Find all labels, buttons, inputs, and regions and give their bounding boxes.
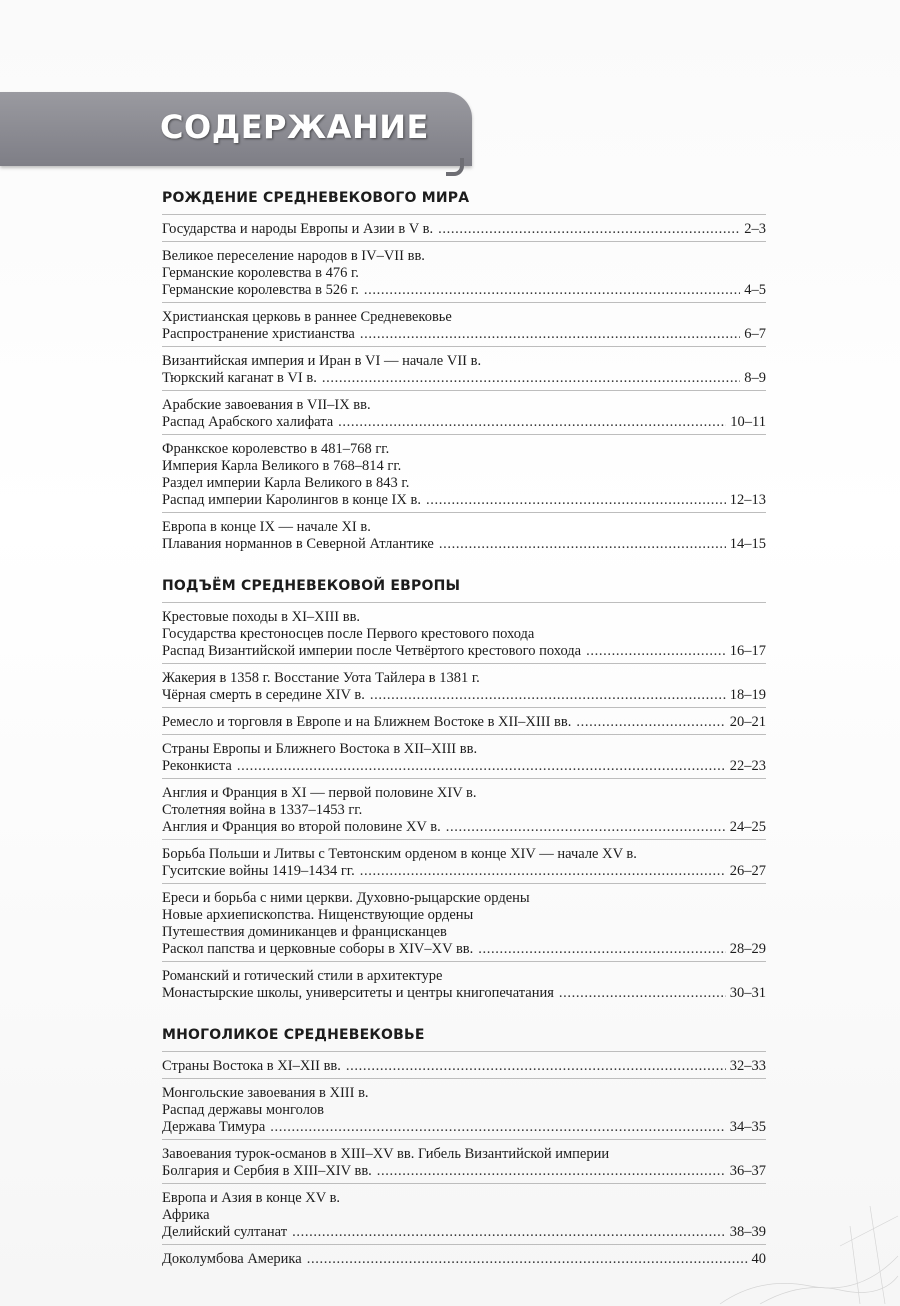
entry-title-line: Страны Востока в XI–XII вв. xyxy=(162,1058,341,1074)
entry-title-line: Германские королевства в 526 г. xyxy=(162,282,359,298)
section-heading: ПОДЪЁМ СРЕДНЕВЕКОВОЙ ЕВРОПЫ xyxy=(162,578,461,594)
entry-title-line: Реконкиста xyxy=(162,758,232,774)
entry-last-line xyxy=(162,1119,766,1136)
entry-title-line: Распад империи Каролингов в конце IX в. xyxy=(162,492,421,508)
section-heading: РОЖДЕНИЕ СРЕДНЕВЕКОВОГО МИРА xyxy=(162,190,470,206)
entry-last-line xyxy=(162,326,766,343)
dot-leader xyxy=(360,326,740,343)
toc-section xyxy=(162,188,766,556)
dot-leader xyxy=(478,941,725,958)
toc-entry[interactable] xyxy=(162,839,766,883)
entry-title-line: Столетняя война в 1337–1453 гг. xyxy=(162,802,363,818)
toc-entry[interactable] xyxy=(162,1078,766,1139)
entry-title-line: Держава Тимура xyxy=(162,1119,266,1135)
entry-last-line xyxy=(162,282,766,299)
entry-title-line: Распад державы монголов xyxy=(162,1102,325,1118)
entry-last-line xyxy=(162,1058,766,1075)
dot-leader xyxy=(360,863,726,880)
dot-leader xyxy=(576,714,725,731)
page-title: СОДЕРЖАНИЕ xyxy=(160,108,429,146)
corner-map-fragment xyxy=(700,1186,900,1306)
entry-title-line: Византийская империя и Иран в VI — начале VII в. xyxy=(162,353,482,369)
page-numbers: 22–23 xyxy=(729,758,766,774)
dot-leader xyxy=(292,1224,726,1241)
toc-entry[interactable] xyxy=(162,883,766,961)
entry-last-line xyxy=(162,687,766,704)
toc-section xyxy=(162,1025,766,1271)
entry-title-line: Арабские завоевания в VII–IX вв. xyxy=(162,397,371,413)
entry-title-line: Распад Византийской империи после Четвёртого крестового похода xyxy=(162,643,582,659)
page-numbers: 30–31 xyxy=(729,985,766,1001)
entry-title-line: Государства и народы Европы и Азии в V в. xyxy=(162,221,434,237)
dot-leader xyxy=(586,643,726,660)
page-numbers: 8–9 xyxy=(744,370,766,386)
entry-title-line: Болгария и Сербия в XIII–XIV вв. xyxy=(162,1163,372,1179)
toc-entry[interactable] xyxy=(162,434,766,512)
page-numbers: 38–39 xyxy=(729,1224,766,1240)
entry-title-line: Чёрная смерть в середине XIV в. xyxy=(162,687,365,703)
entry-last-line xyxy=(162,1224,766,1241)
toc-entry[interactable] xyxy=(162,302,766,346)
entry-last-line xyxy=(162,819,766,836)
entry-last-line xyxy=(162,1251,766,1268)
entry-title-line: Христианская церковь в раннее Средневековье xyxy=(162,309,452,325)
toc-entry[interactable] xyxy=(162,602,766,663)
section-heading: МНОГОЛИКОЕ СРЕДНЕВЕКОВЬЕ xyxy=(162,1027,425,1043)
dot-leader xyxy=(346,1058,726,1075)
entry-title-line: Раскол папства и церковные соборы в XIV–XV вв. xyxy=(162,941,474,957)
entry-title-line: Новые архиепископства. Нищенствующие ордены xyxy=(162,907,474,923)
toc-section xyxy=(162,576,766,1005)
entry-last-line xyxy=(162,985,766,1002)
entry-title-line: Государства крестоносцев после Первого крестового похода xyxy=(162,626,535,642)
entry-last-line xyxy=(162,863,766,880)
toc-entry[interactable] xyxy=(162,390,766,434)
entry-title-line: Ереси и борьба с ними церкви. Духовно-рыцарские ордены xyxy=(162,890,530,906)
entry-title-line: Монгольские завоевания в XIII в. xyxy=(162,1085,369,1101)
entry-title-line: Крестовые походы в XI–XIII вв. xyxy=(162,609,361,625)
toc-entry[interactable] xyxy=(162,346,766,390)
entry-last-line xyxy=(162,492,766,509)
entry-title-line: Европа в конце IX — начале XI в. xyxy=(162,519,371,535)
toc-entry[interactable] xyxy=(162,1244,766,1271)
page-numbers: 2–3 xyxy=(744,221,766,237)
entry-last-line xyxy=(162,221,766,238)
toc-entry[interactable] xyxy=(162,241,766,302)
entry-last-line xyxy=(162,643,766,660)
entry-title-line: Страны Европы и Ближнего Востока в XII–XIII вв. xyxy=(162,741,478,757)
entry-last-line xyxy=(162,941,766,958)
dot-leader xyxy=(426,492,726,509)
table-of-contents xyxy=(162,188,766,1291)
entry-title-line: Германские королевства в 476 г. xyxy=(162,265,359,281)
entry-title-line: Путешествия доминиканцев и францисканцев xyxy=(162,924,447,940)
page-numbers: 40 xyxy=(751,1251,766,1267)
dot-leader xyxy=(307,1251,748,1268)
entry-title-line: Гуситские войны 1419–1434 гг. xyxy=(162,863,355,879)
entry-title-line: Англия и Франция в XI — первой половине XIV в. xyxy=(162,785,477,801)
entry-title-line: Распространение христианства xyxy=(162,326,355,342)
dot-leader xyxy=(446,819,726,836)
page-numbers: 4–5 xyxy=(744,282,766,298)
entry-last-line xyxy=(162,370,766,387)
toc-entry[interactable] xyxy=(162,734,766,778)
dot-leader xyxy=(438,221,740,238)
entry-last-line xyxy=(162,414,766,431)
entry-title-line: Плавания норманнов в Северной Атлантике xyxy=(162,536,434,552)
entry-title-line: Борьба Польши и Литвы с Тевтонским орденом в конце XIV — начале XV в. xyxy=(162,846,637,862)
entry-title-line: Европа и Азия в конце XV в. xyxy=(162,1190,341,1206)
entry-title-line: Англия и Франция во второй половине XV в. xyxy=(162,819,441,835)
page-numbers: 36–37 xyxy=(729,1163,766,1179)
page-numbers: 26–27 xyxy=(729,863,766,879)
page-numbers: 16–17 xyxy=(729,643,766,659)
entry-title-line: Ремесло и торговля в Европе и на Ближнем Востоке в XII–XIII вв. xyxy=(162,714,572,730)
toc-entry[interactable] xyxy=(162,663,766,707)
entry-title-line: Империя Карла Великого в 768–814 гг. xyxy=(162,458,402,474)
toc-entry[interactable] xyxy=(162,778,766,839)
dot-leader xyxy=(270,1119,725,1136)
page-numbers: 20–21 xyxy=(729,714,766,730)
entry-title-line: Франкское королевство в 481–768 гг. xyxy=(162,441,390,457)
page-numbers: 6–7 xyxy=(744,326,766,342)
entry-title-line: Делийский султанат xyxy=(162,1224,288,1240)
dot-leader xyxy=(338,414,726,431)
entry-title-line: Жакерия в 1358 г. Восстание Уота Тайлера в 1381 г. xyxy=(162,670,480,686)
page-numbers: 12–13 xyxy=(729,492,766,508)
dot-leader xyxy=(370,687,726,704)
entry-title-line: Доколумбова Америка xyxy=(162,1251,302,1267)
entry-title-line: Распад Арабского халифата xyxy=(162,414,334,430)
entry-title-line: Завоевания турок-османов в XIII–XV вв. Гибель Византийской империи xyxy=(162,1146,610,1162)
entry-title-line: Африка xyxy=(162,1207,210,1223)
page-numbers: 32–33 xyxy=(729,1058,766,1074)
page-numbers: 34–35 xyxy=(729,1119,766,1135)
toc-entry[interactable] xyxy=(162,1051,766,1078)
toc-entry[interactable] xyxy=(162,512,766,556)
page-numbers: 28–29 xyxy=(729,941,766,957)
entry-last-line xyxy=(162,1163,766,1180)
dot-leader xyxy=(439,536,726,553)
page-numbers: 24–25 xyxy=(729,819,766,835)
toc-entry[interactable] xyxy=(162,1139,766,1183)
page-numbers: 18–19 xyxy=(729,687,766,703)
entry-last-line xyxy=(162,536,766,553)
toc-entry[interactable] xyxy=(162,1183,766,1244)
dot-leader xyxy=(559,985,726,1002)
entry-last-line xyxy=(162,758,766,775)
entry-last-line xyxy=(162,714,766,731)
page-numbers: 10–11 xyxy=(730,414,766,430)
dot-leader xyxy=(322,370,740,387)
toc-entry[interactable] xyxy=(162,214,766,241)
entry-title-line: Великое переселение народов в IV–VII вв. xyxy=(162,248,425,264)
dot-leader xyxy=(237,758,726,775)
page-numbers: 14–15 xyxy=(729,536,766,552)
entry-title-line: Романский и готический стили в архитектуре xyxy=(162,968,443,984)
entry-title-line: Тюркский каганат в VI в. xyxy=(162,370,317,386)
dot-leader xyxy=(377,1163,726,1180)
entry-title-line: Монастырские школы, университеты и центры книгопечатания xyxy=(162,985,554,1001)
toc-entry[interactable] xyxy=(162,961,766,1005)
toc-entry[interactable] xyxy=(162,707,766,734)
entry-title-line: Раздел империи Карла Великого в 843 г. xyxy=(162,475,410,491)
dot-leader xyxy=(364,282,740,299)
